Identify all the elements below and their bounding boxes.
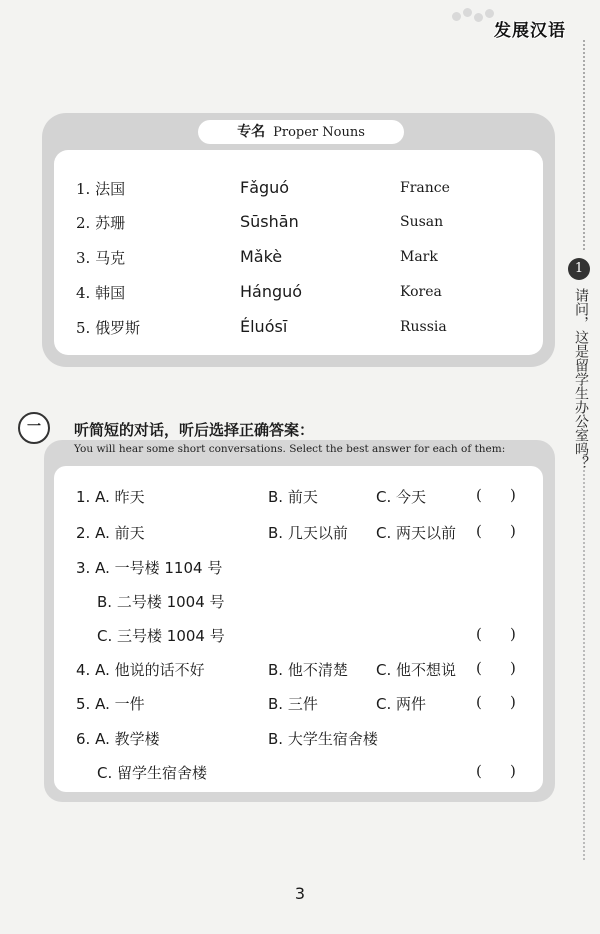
option-a: 1. A. 昨天 bbox=[76, 488, 145, 506]
proper-noun-english: Korea bbox=[400, 284, 442, 300]
proper-noun-pinyin: Sūshān bbox=[240, 212, 299, 231]
proper-noun-chinese: 1. 法国 bbox=[76, 180, 126, 198]
question-3-option-b-row bbox=[0, 591, 600, 621]
question-1 bbox=[0, 486, 600, 516]
proper-noun-pinyin: Fǎguó bbox=[240, 178, 290, 197]
option-a: 6. A. 教学楼 bbox=[76, 730, 160, 748]
heading-en: Proper Nouns bbox=[273, 125, 365, 140]
proper-noun-row bbox=[0, 212, 600, 242]
book-logo: 发展汉语 bbox=[494, 21, 566, 41]
proper-noun-chinese: 2. 苏珊 bbox=[76, 214, 126, 232]
answer-blank[interactable]: ( ) bbox=[476, 659, 516, 677]
option-b: B. 大学生宿舍楼 bbox=[268, 730, 378, 748]
proper-noun-pinyin: Mǎkè bbox=[240, 247, 283, 266]
proper-noun-english: Mark bbox=[400, 249, 438, 265]
proper-noun-english: Russia bbox=[400, 319, 447, 335]
answer-blank[interactable]: ( ) bbox=[476, 762, 516, 780]
heading-zh: 专名 bbox=[237, 124, 266, 140]
proper-noun-english: Susan bbox=[400, 214, 444, 230]
option-c: C. 两件 bbox=[376, 695, 427, 713]
proper-noun-english: France bbox=[400, 180, 450, 196]
proper-noun-chinese: 5. 俄罗斯 bbox=[76, 319, 141, 337]
proper-noun-pinyin: Éluósī bbox=[240, 317, 288, 336]
option-c: C. 两天以前 bbox=[376, 524, 457, 542]
question-2 bbox=[0, 522, 600, 552]
proper-noun-row bbox=[0, 178, 600, 208]
option-a: 2. A. 前天 bbox=[76, 524, 145, 542]
option-b: B. 几天以前 bbox=[268, 524, 348, 542]
option-a: 4. A. 他说的话不好 bbox=[76, 661, 205, 679]
lesson-title-vertical: 请问，这是留学生办公室吗？ bbox=[573, 288, 589, 470]
section-number-badge: 一 bbox=[18, 412, 50, 444]
option-b: B. 三件 bbox=[268, 695, 318, 713]
question-6 bbox=[0, 728, 600, 758]
answer-blank[interactable]: ( ) bbox=[476, 693, 516, 711]
proper-noun-row bbox=[0, 317, 600, 347]
option-c: C. 三号楼 1004 号 bbox=[97, 627, 225, 645]
question-4 bbox=[0, 659, 600, 689]
proper-noun-row bbox=[0, 282, 600, 312]
proper-nouns-heading bbox=[198, 120, 404, 144]
proper-noun-pinyin: Hánguó bbox=[240, 282, 303, 301]
exercise-instruction-zh: 听简短的对话，听后选择正确答案： bbox=[74, 421, 315, 439]
option-b: B. 前天 bbox=[268, 488, 318, 506]
proper-noun-chinese: 4. 韩国 bbox=[76, 284, 126, 302]
answer-blank[interactable]: ( ) bbox=[476, 522, 516, 540]
lesson-number-badge: 1 bbox=[568, 258, 590, 280]
exercise-instruction-en: You will hear some short conversations. Select the best answer for each of them: bbox=[74, 443, 506, 455]
option-b: B. 他不清楚 bbox=[268, 661, 348, 679]
page-number: 3 bbox=[294, 884, 306, 903]
option-a: 5. A. 一件 bbox=[76, 695, 145, 713]
answer-blank[interactable]: ( ) bbox=[476, 625, 516, 643]
option-a: 3. A. 一号楼 1104 号 bbox=[76, 559, 223, 577]
option-b: B. 二号楼 1004 号 bbox=[97, 593, 225, 611]
proper-noun-chinese: 3. 马克 bbox=[76, 249, 126, 267]
proper-noun-row bbox=[0, 247, 600, 277]
option-c: C. 今天 bbox=[376, 488, 427, 506]
question-6-option-c-row bbox=[0, 762, 600, 792]
option-c: C. 留学生宿舍楼 bbox=[97, 764, 208, 782]
question-3 bbox=[0, 557, 600, 587]
answer-blank[interactable]: ( ) bbox=[476, 486, 516, 504]
question-3-option-c-row bbox=[0, 625, 600, 655]
option-c: C. 他不想说 bbox=[376, 661, 457, 679]
question-5 bbox=[0, 693, 600, 723]
